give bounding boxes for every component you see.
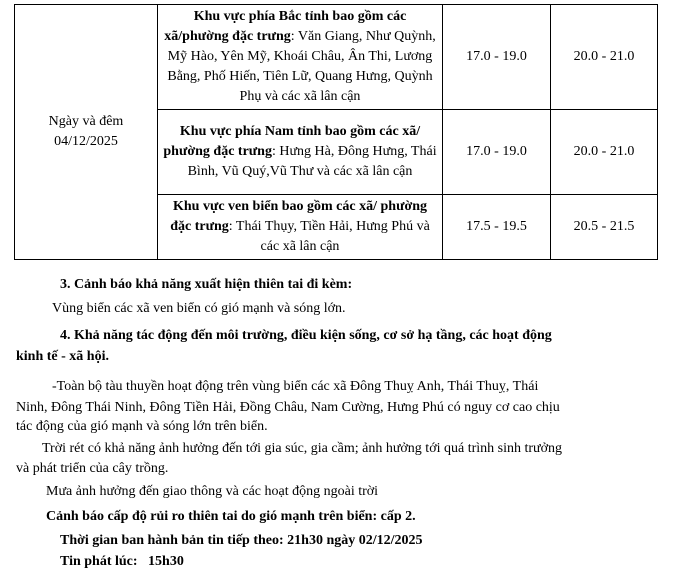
area-cell	[158, 5, 443, 110]
temp-min-cell: 17.0 - 19.0	[443, 110, 551, 195]
area-description: : Thái Thụy, Tiền Hải, Hưng Phú và các xã lân cận	[228, 219, 430, 254]
section4-heading-line2: kinh tế - xã hội.	[16, 349, 109, 364]
area-description: : Hưng Hà, Đông Hưng, Thái Bình, Vũ Quý,Vũ Thư và các xã lân cận	[187, 144, 437, 179]
area-cell	[158, 195, 443, 260]
area-heading: Khu vực phía Bắc tỉnh bao gồm các xã/phường đặc trưng	[164, 9, 407, 44]
issued-label: Tin phát lúc:	[60, 554, 138, 569]
temp-min-cell: 17.5 - 19.5	[443, 195, 551, 260]
temp-max-cell: 20.0 - 21.0	[551, 110, 658, 195]
para1-line2: Ninh, Đông Thái Ninh, Đông Tiền Hải, Đồng Châu, Nam Cường, Hưng Phú có nguy cơ cao chịu	[16, 400, 560, 415]
issued-time: 15h30	[148, 554, 184, 569]
table-row	[15, 5, 658, 110]
day-date: 04/12/2025	[54, 134, 118, 149]
warning-level: Cảnh báo cấp độ rủi ro thiên tai do gió mạnh trên biển: cấp 2.	[46, 509, 416, 524]
area-description: : Văn Giang, Như Quỳnh, Mỹ Hào, Yên Mỹ, Khoái Châu, Ân Thi, Lương Bằng, Phố Hiến, Tiên Lữ, Quang Hưng, Quỳnh Phụ và các xã lân cận	[167, 29, 436, 104]
day-cell	[15, 5, 158, 260]
para1-line3: tác động của gió mạnh và sóng lớn trên biển.	[16, 419, 268, 434]
para1-line1: -Toàn bộ tàu thuyền hoạt động trên vùng biển các xã Đông Thuỵ Anh, Thái Thuỵ, Thái	[52, 379, 539, 394]
section3-text: Vùng biển các xã ven biển có gió mạnh và sóng lớn.	[52, 301, 346, 316]
para3: Mưa ảnh hưởng đến giao thông và các hoạt động ngoài trời	[46, 484, 379, 499]
area-heading: Khu vực phía Nam tỉnh bao gồm các xã/ phường đặc trưng	[163, 124, 421, 159]
temp-max-cell: 20.0 - 21.0	[551, 5, 658, 110]
section4-heading-line1: 4. Khả năng tác động đến môi trường, điều kiện sống, cơ sở hạ tầng, các hoạt động	[60, 328, 552, 343]
area-cell	[158, 110, 443, 195]
area-heading: Khu vực ven biển bao gồm các xã/ phường đặc trưng	[170, 199, 428, 234]
temp-max-cell: 20.5 - 21.5	[551, 195, 658, 260]
day-label: Ngày và đêm	[48, 114, 124, 129]
para2-line2: và phát triển của cây trồng.	[16, 461, 169, 476]
temp-min-cell: 17.0 - 19.0	[443, 5, 551, 110]
para2-line1: Trời rét có khả năng ảnh hưởng đến tới gia súc, gia cầm; ảnh hưởng tới quá trình sinh trưởng	[42, 441, 563, 456]
forecast-table	[14, 4, 658, 260]
section3-heading: 3. Cảnh báo khả năng xuất hiện thiên tai đi kèm:	[60, 277, 353, 292]
next-bulletin: Thời gian ban hành bản tin tiếp theo: 21h30 ngày 02/12/2025	[60, 533, 423, 548]
